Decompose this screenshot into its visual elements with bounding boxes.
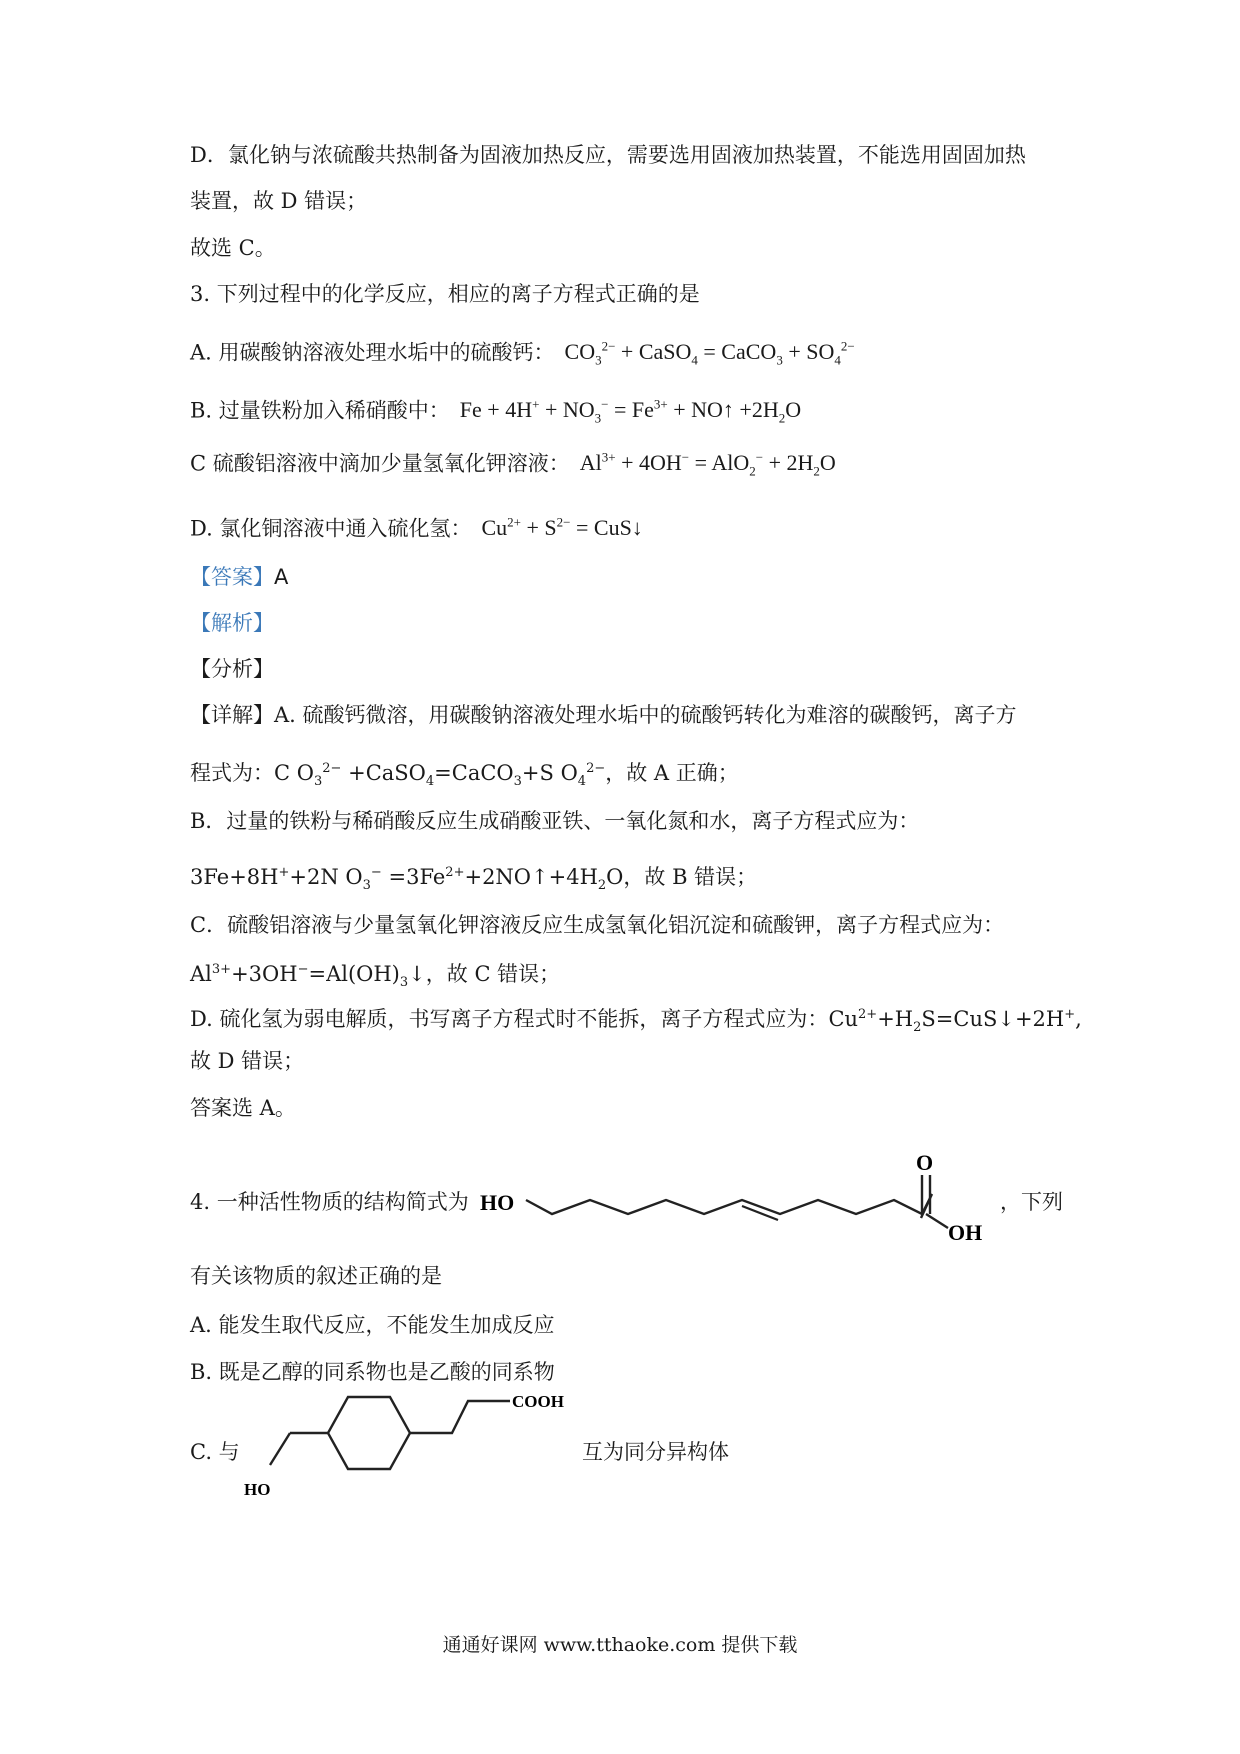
q4-option-a: A. 能发生取代反应，不能发生加成反应 <box>190 1313 555 1337</box>
detail-d-equation: $Cu^{2+}+H_2S=CuS↓+2H^+$, <box>828 1007 1082 1036</box>
q4-option-b: B. 既是乙醇的同系物也是乙酸的同系物 <box>190 1360 555 1384</box>
detail-line1: 【详解】A. 硫酸钙微溶，用碳酸钠溶液处理水垢中的硫酸钙转化为难溶的碳酸钙，离子方 <box>190 703 1017 727</box>
struct2-cooh: COOH <box>512 1392 564 1411</box>
detail-a-equation: C $O_3^{2-}$ +CaSO$_4$=CaCO$_3$+S $O_4^{2-}$ <box>274 761 606 790</box>
q3-option-a-label: A. 用碳酸钠溶液处理水垢中的硫酸钙： <box>190 340 555 365</box>
detail-a-prefix: 程式为： <box>190 761 274 785</box>
q3-option-d-label: D. 氯化铜溶液中通入硫化氢： <box>190 516 472 541</box>
analysis-tag: 【解析】 <box>190 611 274 635</box>
page-footer: 通通好课网 www.tthaoke.com 提供下载 <box>442 1634 798 1656</box>
detail-a <box>190 754 739 797</box>
q3-option-c <box>190 443 836 487</box>
detail-b-suffix: ，故 B 错误； <box>623 865 758 889</box>
q3-option-b <box>190 390 801 434</box>
struct2-ho: HO <box>244 1480 271 1499</box>
q4-option-c-suffix: 互为同分异构体 <box>582 1440 729 1464</box>
ring-right-chain <box>410 1401 510 1433</box>
answer-value: A <box>274 565 289 589</box>
answer-tag: 【答案】 <box>190 565 274 589</box>
struct1-o: O <box>916 1150 934 1175</box>
detail-c2 <box>190 955 560 998</box>
detail-d1 <box>190 1000 1082 1043</box>
q2-d-line1: D．氯化钠与浓硫酸共热制备为固液加热反应，需要选用固液加热装置，不能选用固固加热 <box>190 143 1026 167</box>
q3-option-a-equation: $CO_3^{2-}$ + CaSO$_4$ = CaCO$_3$ + $SO_4^{2-}$ <box>564 339 855 368</box>
q3-option-a <box>190 332 855 376</box>
q3-option-b-label: B. 过量铁粉加入稀硝酸中： <box>190 398 450 423</box>
q3-option-c-label: C 硫酸铝溶液中滴加少量氢氧化钾溶液： <box>190 451 570 476</box>
q3-option-c-equation: $Al^{3+} + 4OH^- = AlO_2^- + 2H_2O$ <box>579 450 836 479</box>
detail-d2: 故 D 错误； <box>190 1049 305 1073</box>
detail-c1: C．硫酸铝溶液与少量氢氧化钾溶液反应生成氢氧化铝沉淀和硫酸钾，离子方程式应为： <box>190 913 1005 937</box>
answer-line <box>190 562 288 592</box>
q4-option-c-prefix: C. 与 <box>190 1440 240 1464</box>
q3-option-d <box>190 508 643 543</box>
q3-option-b-equation: $Fe + 4H^+ + NO_3^- = Fe^{3+}$ + NO↑ $+2H_2O$ <box>459 397 802 426</box>
struct1-coh-bond <box>926 1214 948 1228</box>
q3-stem: 3. 下列过程中的化学反应，相应的离子方程式正确的是 <box>190 282 700 306</box>
ch2oh-bond <box>270 1433 290 1465</box>
detail-d-text: D. 硫化氢为弱电解质，书写离子方程式时不能拆，离子方程式应为： <box>190 1007 829 1031</box>
q2-conclusion: 故选 C。 <box>190 236 276 260</box>
struct1-double-bond <box>742 1206 778 1220</box>
q4-stem-prefix: 4. 一种活性物质的结构简式为 <box>190 1190 469 1214</box>
detail-b-equation: 3Fe+8H++2N $O_3^-$ $=3Fe^{2+}+2NO↑+4H_2O$ <box>190 865 624 894</box>
q4-structure-formula <box>480 1120 1000 1240</box>
analysis-sub-tag: 【分析】 <box>190 657 274 681</box>
detail-a-suffix: ，故 A 正确； <box>605 761 739 785</box>
q4-option-c-structure <box>240 1385 580 1505</box>
q4-stem-suffix: ，下列 <box>1000 1190 1063 1214</box>
detail-c-equation: $Al^{3+}+3OH^-=Al(OH)_3↓$ <box>190 962 426 991</box>
q4-stem-line2: 有关该物质的叙述正确的是 <box>190 1264 442 1288</box>
struct1-oh: OH <box>948 1220 983 1240</box>
q3-conclusion: 答案选 A。 <box>190 1096 296 1120</box>
detail-b2 <box>190 858 757 901</box>
q3-option-d-equation: $Cu^{2+} + S^{2-}$ = CuS↓ <box>481 515 643 541</box>
q2-d-line2: 装置，故 D 错误； <box>190 189 368 213</box>
cyclohexane-ring <box>328 1397 410 1469</box>
detail-b1: B．过量的铁粉与稀硝酸反应生成硝酸亚铁、一氧化氮和水，离子方程式应为： <box>190 809 920 833</box>
struct1-chain <box>526 1194 932 1218</box>
detail-c-suffix: ，故 C 错误； <box>425 962 561 986</box>
struct1-ho: HO <box>480 1190 515 1215</box>
